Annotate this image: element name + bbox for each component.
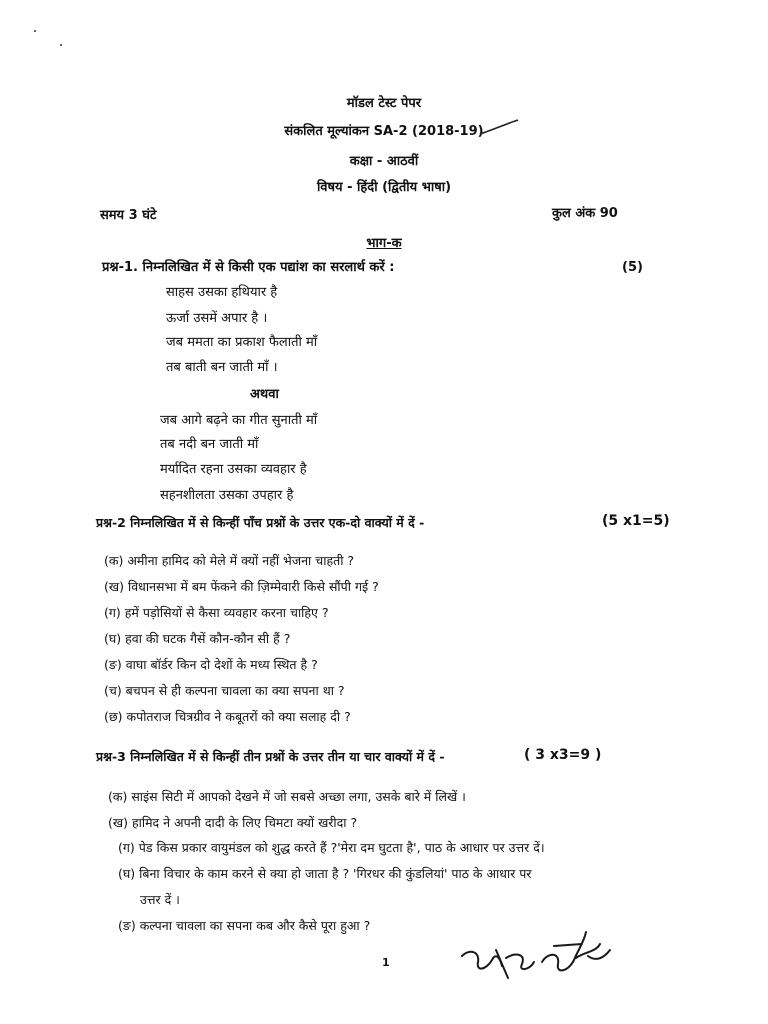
page-number: 1 (382, 956, 390, 969)
poem-line: मर्यादित रहना उसका व्यवहार है (160, 462, 307, 477)
poem-line: तब बाती बन जाती माँ । (166, 360, 278, 375)
class-line: कक्षा - आठवीं (349, 154, 419, 169)
poem-line: सहनशीलता उसका उपहार है (160, 488, 294, 503)
question-2-item: (ख) विधानसभा में बम फेंकने की ज़िम्मेवारी किसे सौंपी गई ? (104, 579, 379, 594)
question-3-item: (ख) हामिद ने अपनी दादी के लिए चिमटा क्यों खरीदा ? (108, 815, 358, 830)
question-2-item: (छ) कपोतराज चित्रग्रीव ने कबूतरों को क्या सलाह दी ? (104, 709, 351, 724)
question-3-item: (ङ) कल्पना चावला का सपना कब और कैसे पूरा हुआ ? (118, 918, 371, 933)
or-separator: अथवा (250, 387, 279, 402)
question-2: प्रश्न-2 निम्नलिखित में से किन्हीं पाँच प्रश्नों के उत्तर एक-दो वाक्यों में दें - (96, 515, 425, 530)
question-1-marks: (5) (622, 260, 643, 275)
section-heading: भाग-क (366, 236, 402, 251)
poem-line: जब ममता का प्रकाश फैलाती माँ (166, 335, 318, 350)
time-allowed: समय 3 घंटे (100, 208, 157, 223)
question-3-item: (क) साइंस सिटी में आपको देखने में जो सबसे अच्छा लगा, उसके बारे में लिखें । (108, 789, 466, 804)
poem-line: ऊर्जा उसमें अपार है । (166, 311, 268, 326)
question-2-item: (क) अमीना हामिद को मेले में क्यों नहीं भेजना चाहती ? (104, 553, 355, 568)
question-3: प्रश्न-3 निम्नलिखित में से किन्हीं तीन प्रश्नों के उत्तर तीन या चार वाक्यों में दें - (96, 749, 445, 764)
question-3-marks: ( 3 x3=9 ) (524, 747, 602, 763)
question-2-item: (च) बचपन से ही कल्पना चावला का क्या सपना था ? (104, 683, 345, 698)
poem-line: साहस उसका हथियार है (166, 285, 278, 300)
total-marks: कुल अंक 90 (552, 206, 618, 221)
question-1: प्रश्न-1. निम्नलिखित में से किसी एक पद्यांश का सरलार्थ करें : (102, 260, 395, 275)
poem-line: जब आगे बढ़ने का गीत सुनाती माँ (160, 413, 318, 428)
question-3-item: (घ) बिना विचार के काम करने से क्या हो जाता है ? 'गिरधर की कुंडलियां' पाठ के आधार पर (118, 866, 532, 881)
question-2-item: (ग) हमें पड़ोसियों से कैसा व्यवहार करना चाहिए ? (104, 605, 329, 620)
question-2-item: (ङ) वाघा बॉर्डर किन दो देशों के मध्य स्थित है ? (104, 657, 318, 672)
question-3-item-continuation: उत्तर दें । (140, 892, 180, 907)
pen-tick-mark (478, 118, 522, 138)
exam-year: (2018-19) (412, 124, 484, 139)
exam-name: संकलित मूल्यांकन SA-2 (284, 124, 408, 139)
subject-line: विषय - हिंदी (द्वितीय भाषा) (316, 180, 452, 195)
question-2-item: (घ) हवा की घटक गैसें कौन-कौन सी हैं ? (104, 631, 291, 646)
paper-title: मॉडल टेस्ट पेपर (346, 96, 422, 111)
question-2-marks: (5 x1=5) (602, 513, 670, 529)
scan-speck (60, 44, 62, 46)
exam-line (0, 124, 768, 140)
question-3-item: (ग) पेड किस प्रकार वायुमंडल को शुद्ध करते हैं ?'मेरा दम घुटता है', पाठ के आधार पर उत्तर दें। (118, 840, 545, 855)
poem-line: तब नदी बन जाती माँ (160, 437, 259, 452)
handwritten-signature (456, 922, 616, 984)
scan-speck (34, 30, 36, 32)
